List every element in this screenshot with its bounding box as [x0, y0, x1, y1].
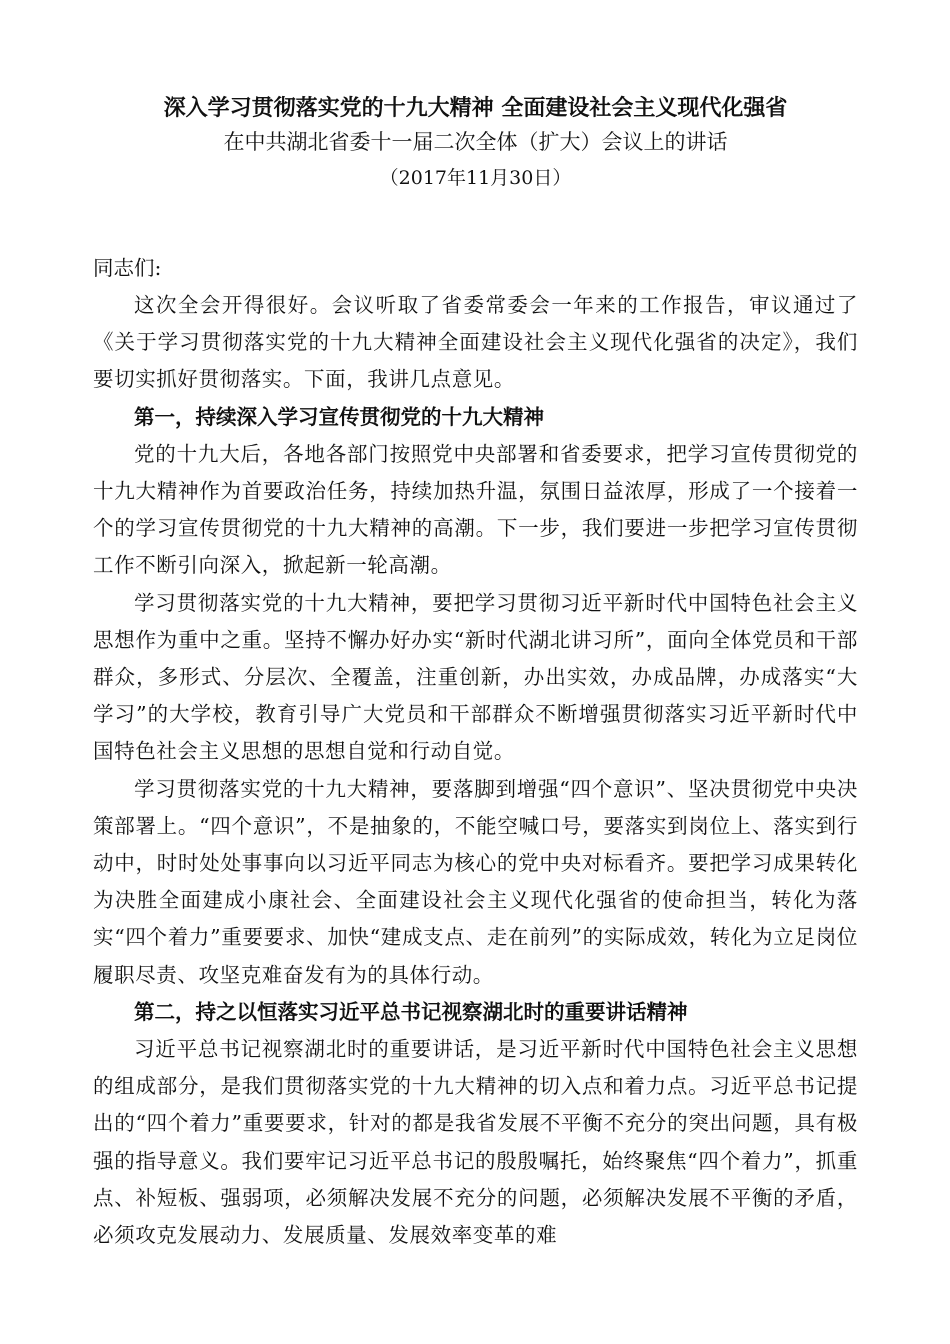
section-heading-2: 第二，持之以恒落实习近平总书记视察湖北时的重要讲话精神: [134, 999, 688, 1024]
body-paragraph: 党的十九大后，各地各部门按照党中央部署和省委要求，把学习宣传贯彻党的十九大精神作为首要政治任务，持续加热升温，氛围日益浓厚，形成了一个接着一个的学习宣传贯彻党的十九大精神的高潮。下一步，我们要进一步把学习宣传贯彻工作不断引向深入，掀起新一轮高潮。: [93, 441, 858, 578]
body-paragraph: 学习贯彻落实党的十九大精神，要落脚到增强“四个意识”、坚决贯彻党中央决策部署上。“四个意识”，不是抽象的，不能空喊口号，要落实到岗位上、落实到行动中，时时处处事事向以习近平同志为核心的党中央对标看齐。要把学习成果转化为决胜全面建成小康社会、全面建设社会主义现代化强省的使命担当，转化为落实“四个着力”重要要求、加快“建成支点、走在前列”的实际成效，转化为立足岗位履职尽责、攻坚克难奋发有为的具体行动。: [93, 776, 858, 987]
section-heading-1: 第一，持续深入学习宣传贯彻党的十九大精神: [134, 404, 544, 429]
intro-paragraph: 这次全会开得很好。会议听取了省委常委会一年来的工作报告，审议通过了《关于学习贯彻落实党的十九大精神全面建设社会主义现代化强省的决定》，我们要切实抓好贯彻落实。下面，我讲几点意见。: [93, 293, 858, 392]
body-paragraph: 学习贯彻落实党的十九大精神，要把学习贯彻习近平新时代中国特色社会主义思想作为重中之重。坚持不懈办好办实“新时代湖北讲习所”，面向全体党员和干部群众，多形式、分层次、全覆盖，注重创新，办出实效，办成品牌，办成落实“大学习”的大学校，教育引导广大党员和干部群众不断增强贯彻落实习近平新时代中国特色社会主义思想的思想自觉和行动自觉。: [93, 590, 858, 764]
document-date: （2017年11月30日）: [379, 167, 572, 189]
body-paragraph: 习近平总书记视察湖北时的重要讲话，是习近平新时代中国特色社会主义思想的组成部分，是我们贯彻落实党的十九大精神的切入点和着力点。习近平总书记提出的“四个着力”重要要求，针对的都是我省发展不平衡不充分的突出问题，具有极强的指导意义。我们要牢记习近平总书记的殷殷嘱托，始终聚焦“四个着力”，抓重点、补短板、强弱项，必须解决发展不充分的问题，必须解决发展不平衡的矛盾，必须攻克发展动力、发展质量、发展效率变革的难: [93, 1037, 858, 1248]
document-page: [93, 92, 858, 1254]
document-subtitle: 在中共湖北省委十一届二次全体（扩大）会议上的讲话: [223, 130, 728, 154]
document-title: 深入学习贯彻落实党的十九大精神 全面建设社会主义现代化强省: [163, 95, 788, 121]
salutation: 同志们:: [93, 256, 162, 280]
